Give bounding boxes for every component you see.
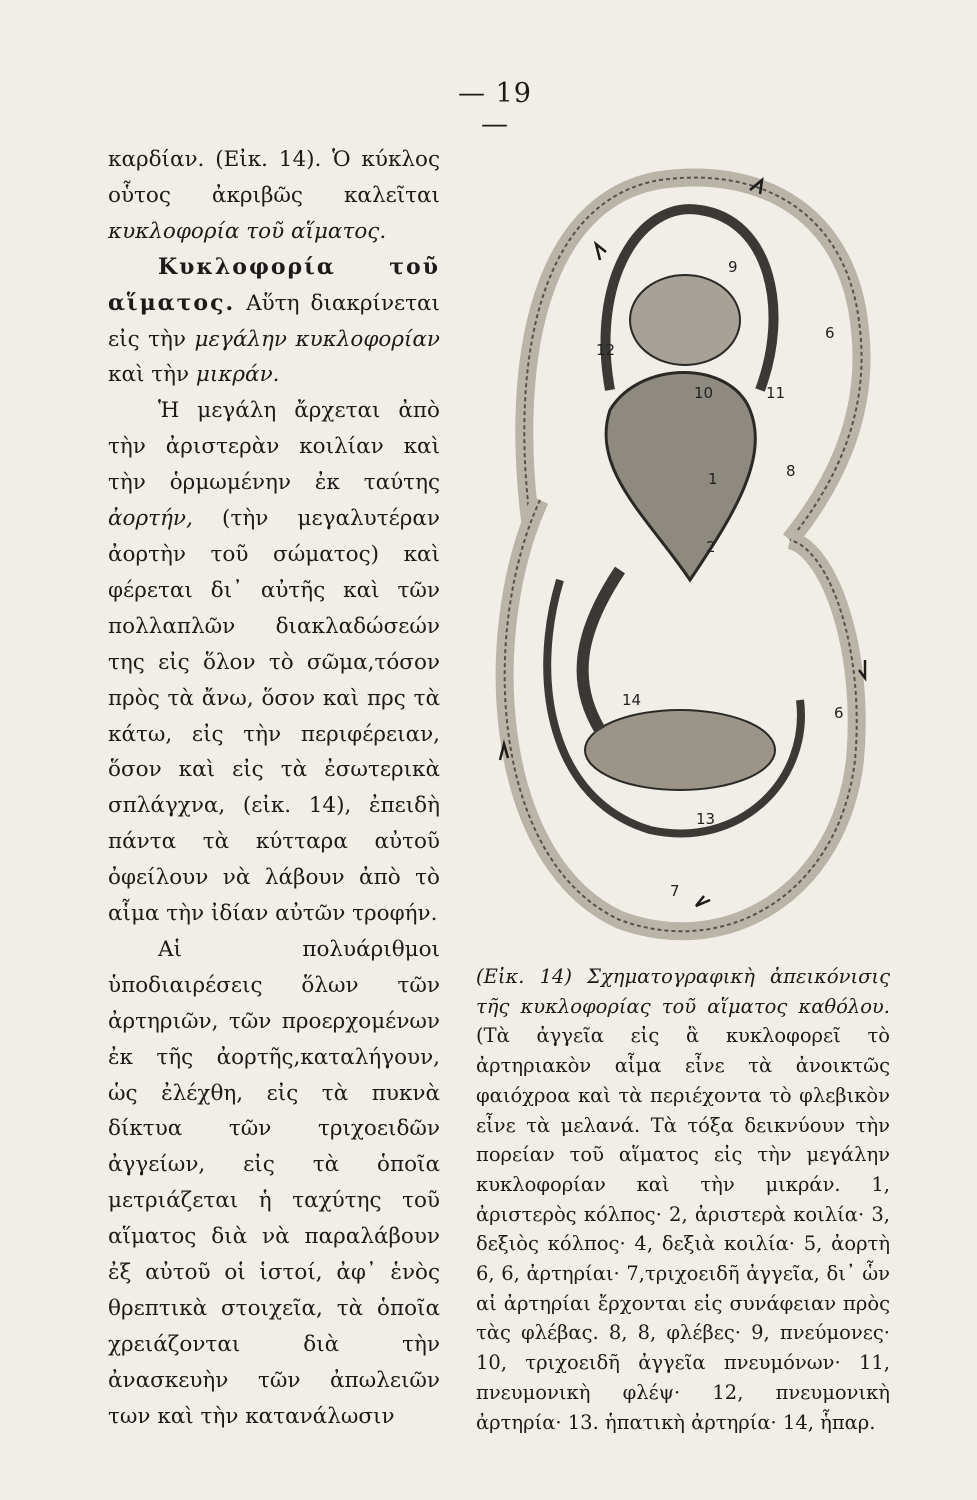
figure-label-9: 9 — [728, 258, 738, 276]
figure-label-6b: 6 — [834, 704, 844, 722]
p2-text-b: καὶ τὴν — [108, 362, 196, 388]
figure-label-7: 7 — [670, 882, 680, 900]
central-vessel — [583, 570, 620, 730]
page-number: — 19 — — [458, 78, 532, 140]
arrow-mark — [696, 896, 710, 906]
figure-label-12: 12 — [596, 341, 616, 359]
p1-emphasis: κυκλοφορία τοῦ αἵματος. — [108, 218, 387, 244]
p2-text-a: Αὕτη διακρίνεται εἰς τὴν — [108, 290, 440, 352]
circulation-figure — [470, 160, 910, 960]
figure-label-13: 13 — [696, 810, 716, 828]
p3-text-b: (τὴν μεγαλυτέραν ἀορτὴν τοῦ σώματος) καὶ φέρεται δι᾽ αὐτῆς καὶ τῶν πολλαπλῶν διακλαδώσεών της εἰς ὅλον τὸ σῶμα,τόσον πρὸς τὰ ἄνω, ὅσον καὶ πρς τὰ κάτω, εἰς τὴν περιφέρειαν, ὅσον καὶ εἰς τὰ ἐσωτερικὰ σπλάγχνα, (εἰκ. 14), ἐπειδὴ πάντα τὰ κύτταρα αὐτοῦ ὀφείλουν νὰ λάβουν ἀπὸ τὸ αἷμα τὴν ἰδίαν αὐτῶν τροφήν. — [108, 506, 440, 927]
paragraph-4: Αἱ πολυάριθμοι ὑποδιαιρέσεις ὅλων τῶν ἀρτηριῶν, τῶν προερχομένων ἐκ τῆς ἀορτῆς,καταλήγουν, ὡς ἐλέχθη, εἰς τὰ πυκνὰ δίκτυα τῶν τριχοειδῶν ἀγγείων, εἰς τὰ ὁποῖα μετριάζεται ἡ ταχύτης τοῦ αἵματος διὰ νὰ παραλάβουν ἐξ αὐτοῦ οἱ ἱστοί, ἀφ᾽ ἑνὸς θρεπτικὰ στοιχεῖα, τὰ ὁποῖα χρειάζονται διὰ τὴν ἀνασκευὴν τῶν ἀπωλειῶν των καὶ τὴν κατανάλωσιν — [108, 936, 440, 1429]
p2-emphasis-1: μεγάλην κυκλοφορίαν — [194, 326, 440, 352]
caption-figure-label: (Εἰκ. 14) — [476, 965, 573, 988]
caption-text: (Τὰ ἀγγεῖα εἰς ἃ κυκλοφορεῖ τὸ ἀρτηριακὸν αἷμα εἶνε τὰ ἀνοικτῶς φαιόχροα καὶ τὰ περιέχοντα τὸ φλεβικὸν εἶνε τὰ μελανά. Τὰ τόξα δεικνύουν τὴν πορείαν τοῦ αἵματος εἰς τὴν μεγάλην κυκλοφορίαν καὶ τὴν μικράν. 1, ἀριστερὸς κόλπος· 2, ἀριστερὰ κοιλία· 3, δεξιὸς κόλπος· 4, δεξιὰ κοιλία· 5, ἀορτὴ 6, 6, ἀρτηρίαι· 7,τριχοειδῆ ἀγγεῖα, δι᾽ ὧν αἱ ἀρτηρίαι ἔρχονται εἰς συνάφειαν πρὸς τὰς φλέβας. 8, 8, φλέβες· 9, πνεύμονες· 10, τριχοειδῆ ἀγγεῖα πνευμόνων· 11, πνευμονικὴ φλέψ· 12, πνευμονικὴ ἀρτηρία· 13. ἡπατικὴ ἀρτηρία· 14, ἧπαρ. — [476, 1024, 890, 1434]
figure-label-8: 8 — [786, 462, 796, 480]
p2-emphasis-2: μικράν. — [195, 362, 280, 388]
paragraph-1 — [108, 142, 440, 250]
p3-text-a: Ἡ μεγάλη ἄρχεται ἀπὸ τὴν ἀριστερὰν κοιλίαν καὶ τὴν ὁρμωμένην ἐκ ταύτης — [108, 398, 440, 496]
section-heading: Κυκλοφορία τοῦ αἵματος. — [108, 253, 440, 316]
figure-label-14: 14 — [622, 691, 642, 709]
figure-label-11: 11 — [766, 384, 786, 402]
figure-caption — [476, 962, 890, 1437]
p1-text: καρδίαν. (Εἰκ. 14). Ὁ κύκλος οὗτος ἀκριβῶς καλεῖται — [108, 147, 440, 208]
body-text-column — [108, 142, 440, 1435]
figure-label-6a: 6 — [825, 324, 835, 342]
figure-label-2: 2 — [706, 538, 716, 556]
heart-shape — [606, 373, 755, 581]
paragraph-3 — [108, 393, 440, 932]
lung-shape — [630, 275, 740, 365]
figure-label-1: 1 — [708, 470, 718, 488]
caption-title: Σχηματογραφικὴ ἀπεικόνισις τῆς κυκλοφορίας τοῦ αἵματος καθόλου. — [476, 965, 891, 1018]
figure-label-10: 10 — [694, 384, 714, 402]
p3-emphasis: ἀορτήν, — [108, 506, 193, 532]
circulation-diagram — [470, 160, 910, 960]
paragraph-2 — [108, 250, 440, 394]
liver-shape — [585, 710, 775, 790]
arrow-mark — [596, 244, 606, 260]
